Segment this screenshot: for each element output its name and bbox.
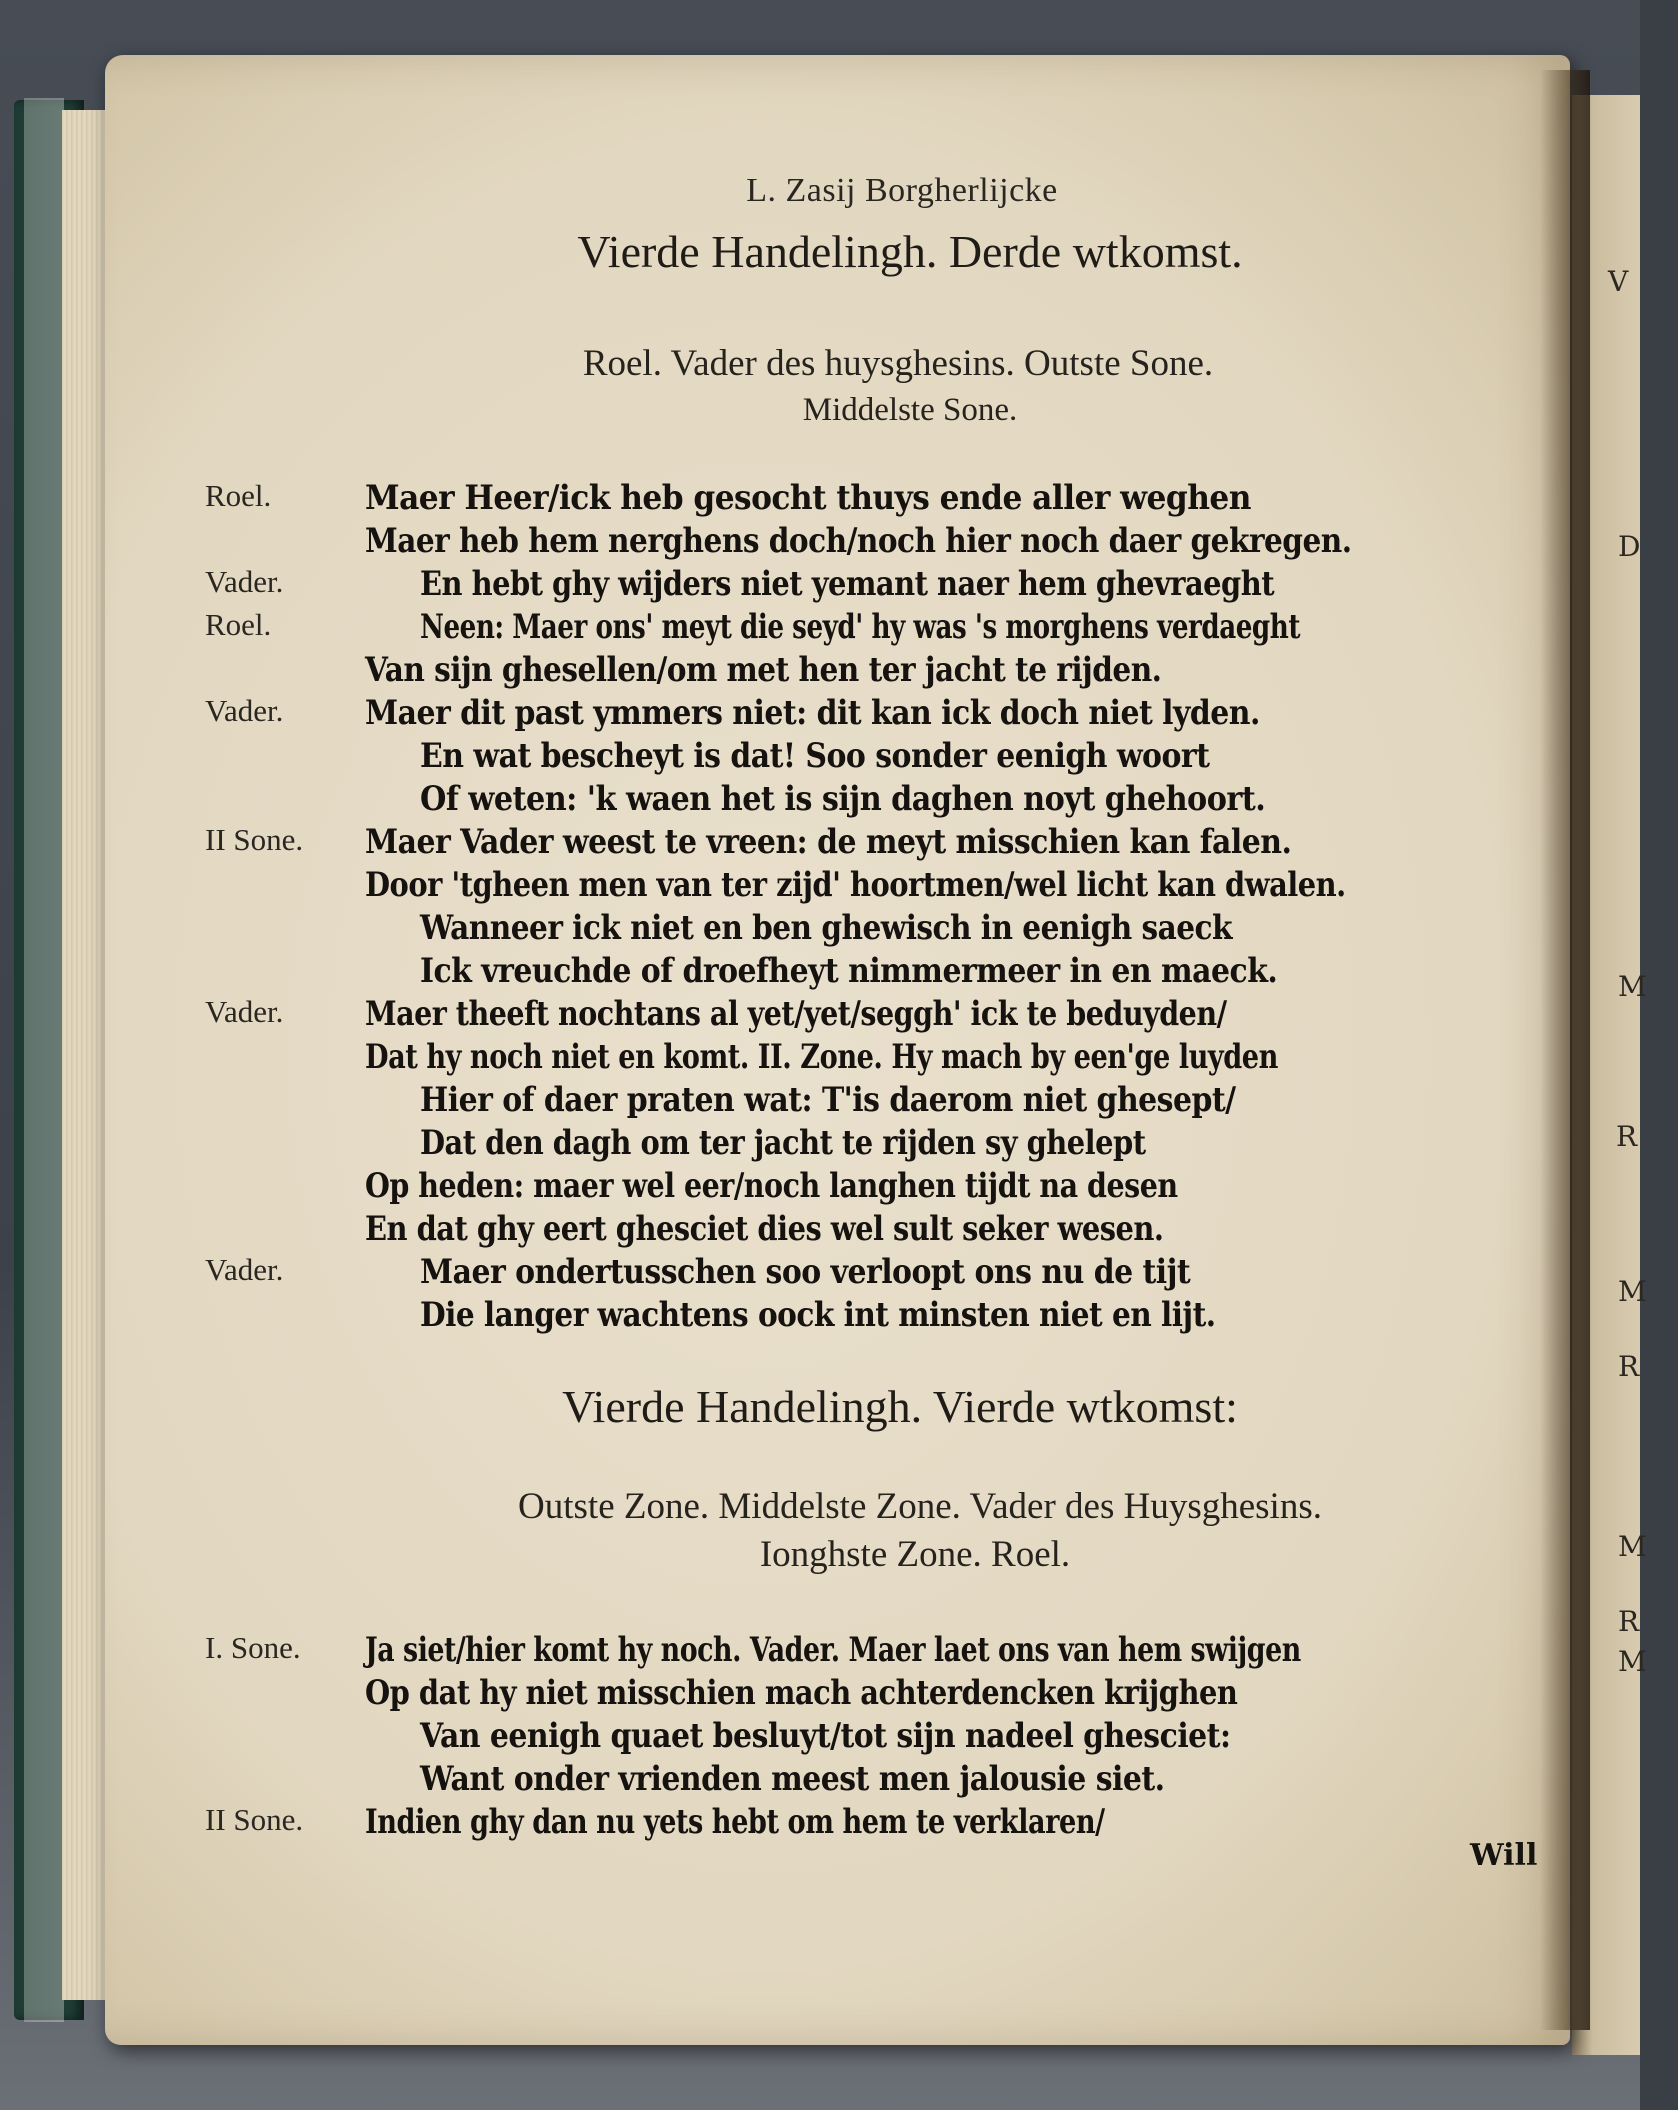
verse-line: Op heden: maer wel eer/noch langhen tijdt na desen [365, 1166, 1178, 1206]
cast-line: Outste Zone. Middelste Zone. Vader des Huysghesins. [518, 1486, 1322, 1527]
facing-mark: D [1618, 530, 1641, 563]
cast-list [0, 392, 1640, 429]
facing-mark: R [1618, 1350, 1640, 1383]
verse-line: Maer dit past ymmers niet: dit kan ick doch niet lyden. [365, 693, 1260, 733]
verse-line: Maer theeft nochtans al yet/yet/seggh' ick te beduyden/ [365, 994, 1227, 1034]
verse-line: Op dat hy niet misschien mach achterdencken krijghen [365, 1673, 1238, 1713]
verse-line: Of weten: 'k waen het is sijn daghen noyt ghehoort. [420, 779, 1266, 819]
verse-line: En wat bescheyt is dat! Soo sonder eenigh woort [420, 736, 1210, 776]
verse-line: Wanneer ick niet en ben ghewisch in eenigh saeck [420, 908, 1233, 948]
speaker-label: Roel. [205, 478, 272, 513]
speaker-label: II Sone. [205, 822, 304, 857]
running-head-text: L. Zasij Borgherlijcke [746, 172, 1058, 209]
speaker-label: Vader. [205, 1252, 284, 1287]
verse-line: Indien ghy dan nu yets hebt om hem te verklaren/ [365, 1802, 1105, 1842]
speaker-label: Vader. [205, 994, 284, 1029]
verse-line: Want onder vrienden meest men jalousie siet. [420, 1759, 1165, 1799]
verse-line: Maer ondertusschen soo verloopt ons nu de tijt [420, 1252, 1191, 1292]
facing-mark: R [1618, 1605, 1640, 1638]
cast-line: Middelste Sone. [802, 392, 1018, 428]
scene-title-text: Vierde Handelingh. Vierde wtkomst: [562, 1381, 1238, 1432]
verse-line: Van sijn ghesellen/om met hen ter jacht te rijden. [365, 650, 1162, 690]
speaker-label: I. Sone. [205, 1630, 301, 1665]
verse-line: Die langer wachtens oock int minsten niet en lijt. [420, 1295, 1216, 1335]
cast-list [0, 1485, 1640, 1528]
verse-line: Hier of daer praten wat: T'is daerom niet ghesept/ [420, 1080, 1236, 1120]
facing-mark: M [1618, 1275, 1647, 1308]
speaker-label: Roel. [205, 607, 272, 642]
facing-mark: M [1618, 1530, 1647, 1563]
verse-line: Dat hy noch niet en komt. II. Zone. Hy mach by een'ge luyden [365, 1037, 1278, 1077]
facing-mark: V [1608, 265, 1629, 298]
verse-line: En hebt ghy wijders niet yemant naer hem ghevraeght [420, 564, 1275, 604]
verse-line: Ja siet/hier komt hy noch. Vader. Maer laet ons van hem swijgen [365, 1630, 1301, 1670]
scene-title [0, 225, 1640, 278]
scene-title-text: Vierde Handelingh. Derde wtkomst. [577, 226, 1243, 277]
verse-line: Neen: Maer ons' meyt die seyd' hy was 's morghens verdaeght [420, 607, 1300, 647]
cast-list [0, 342, 1640, 385]
cast-line: Roel. Vader des huysghesins. Outste Sone. [582, 343, 1214, 384]
verse-line: Van eenigh quaet besluyt/tot sijn nadeel ghesciet: [420, 1716, 1231, 1756]
verse-line: Maer heb hem nerghens doch/noch hier noch daer gekregen. [365, 521, 1352, 561]
catchword: Will [1470, 1838, 1538, 1873]
scene-title [0, 1380, 1640, 1433]
verse-line: Maer Heer/ick heb gesocht thuys ende aller weghen [365, 478, 1251, 518]
facing-mark: M [1618, 1645, 1647, 1678]
verse-line: Door 'tgheen men van ter zijd' hoortmen/wel licht kan dwalen. [365, 865, 1346, 905]
verse-line: Ick vreuchde of droefheyt nimmermeer in en maeck. [420, 951, 1278, 991]
verse-line: Maer Vader weest te vreen: de meyt misschien kan falen. [365, 822, 1292, 862]
speaker-label: Vader. [205, 693, 284, 728]
verse-line: En dat ghy eert ghesciet dies wel sult seker wesen. [365, 1209, 1164, 1249]
speaker-label: Vader. [205, 564, 284, 599]
speaker-label: II Sone. [205, 1802, 304, 1837]
verse-line: Dat den dagh om ter jacht te rijden sy ghelept [420, 1123, 1146, 1163]
cast-list [0, 1533, 1640, 1576]
facing-mark: R [1616, 1120, 1638, 1153]
running-head [0, 172, 1640, 210]
cast-line: Ionghste Zone. Roel. [759, 1534, 1071, 1575]
facing-mark: M [1618, 970, 1647, 1003]
